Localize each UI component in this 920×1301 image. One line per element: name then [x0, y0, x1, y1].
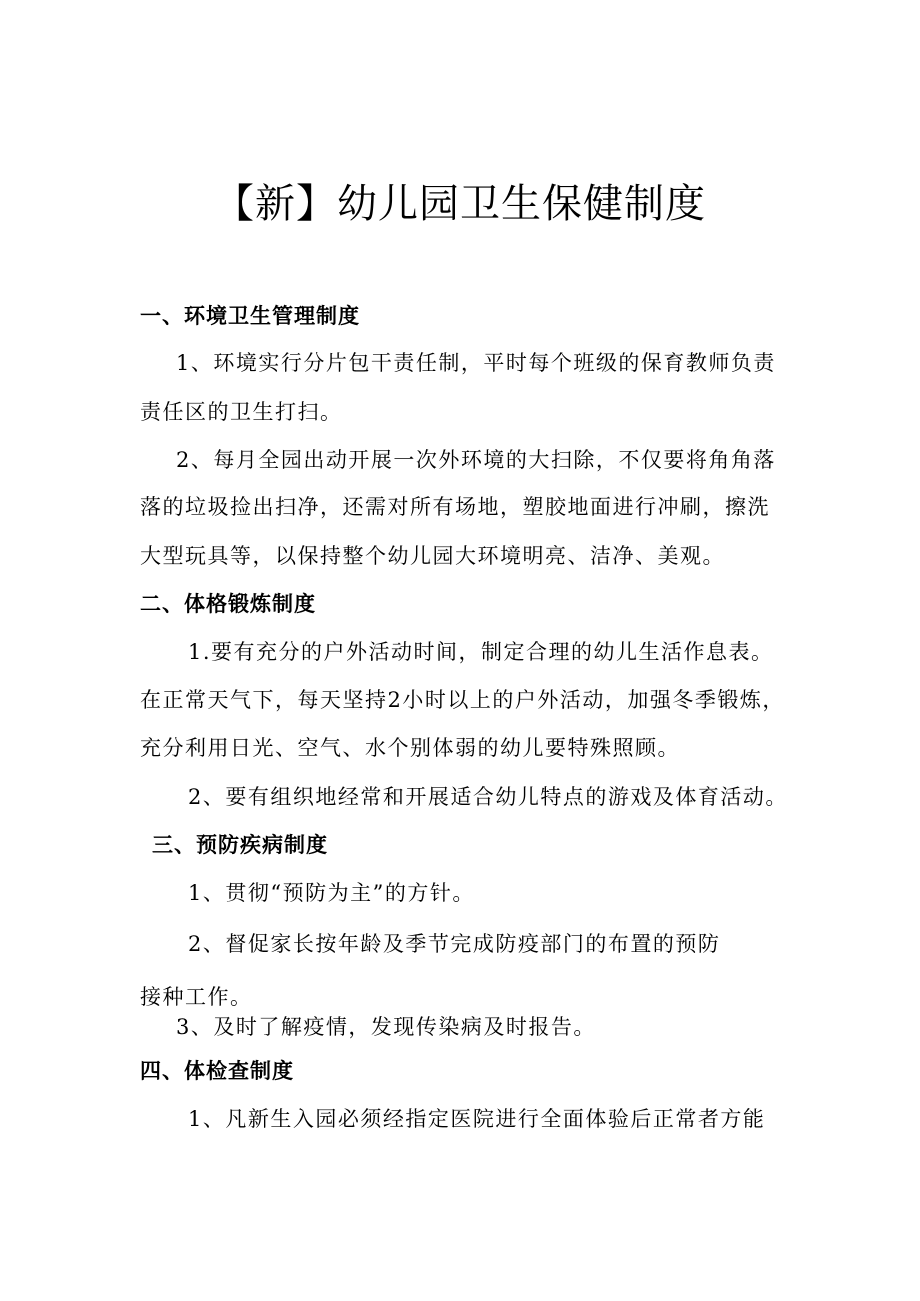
paragraph-line: 接种工作。 [140, 985, 253, 1009]
paragraph-line: 3、及时了解疫情，发现传染病及时报告。 [176, 1015, 596, 1039]
paragraph-line: 2、每月全园出动开展一次外环境的大扫除，不仅要将角角落 [176, 448, 776, 472]
paragraph-line: 2、督促家长按年龄及季节完成防疫部门的布置的预防 [188, 932, 721, 956]
paragraph-line: 2、要有组织地经常和开展适合幼儿特点的游戏及体育活动。 [188, 785, 788, 809]
section-heading-environment: 一、环境卫生管理制度 [140, 304, 360, 328]
document-title: 【新】幼儿园卫生保健制度 [214, 181, 706, 227]
paragraph-line: 1、凡新生入园必须经指定医院进行全面体验后正常者方能 [188, 1107, 766, 1131]
paragraph-line: 充分利用日光、空气、水个别体弱的幼儿要特殊照顾。 [140, 736, 680, 760]
section-heading-disease-prevention: 三、预防疾病制度 [152, 833, 328, 857]
paragraph-line: 大型玩具等，以保持整个幼儿园大环境明亮、洁净、美观。 [140, 544, 725, 568]
paragraph-line: 1.要有充分的户外活动时间，制定合理的幼儿生活作息表。 [188, 640, 774, 664]
paragraph-line: 责任区的卫生打扫。 [140, 400, 343, 424]
section-heading-exercise: 二、体格锻炼制度 [140, 592, 316, 616]
section-heading-health-check: 四、体检查制度 [140, 1059, 294, 1083]
paragraph-line: 在正常天气下，每天坚持2小时以上的户外活动，加强冬季锻炼， [140, 688, 785, 712]
paragraph-line: 落的垃圾捡出扫净，还需对所有场地，塑胶地面进行冲刷，擦洗 [140, 495, 770, 519]
paragraph-line: 1、环境实行分片包干责任制，平时每个班级的保育教师负责 [176, 351, 776, 375]
paragraph-line: 1、贯彻“预防为主”的方针。 [188, 881, 475, 905]
